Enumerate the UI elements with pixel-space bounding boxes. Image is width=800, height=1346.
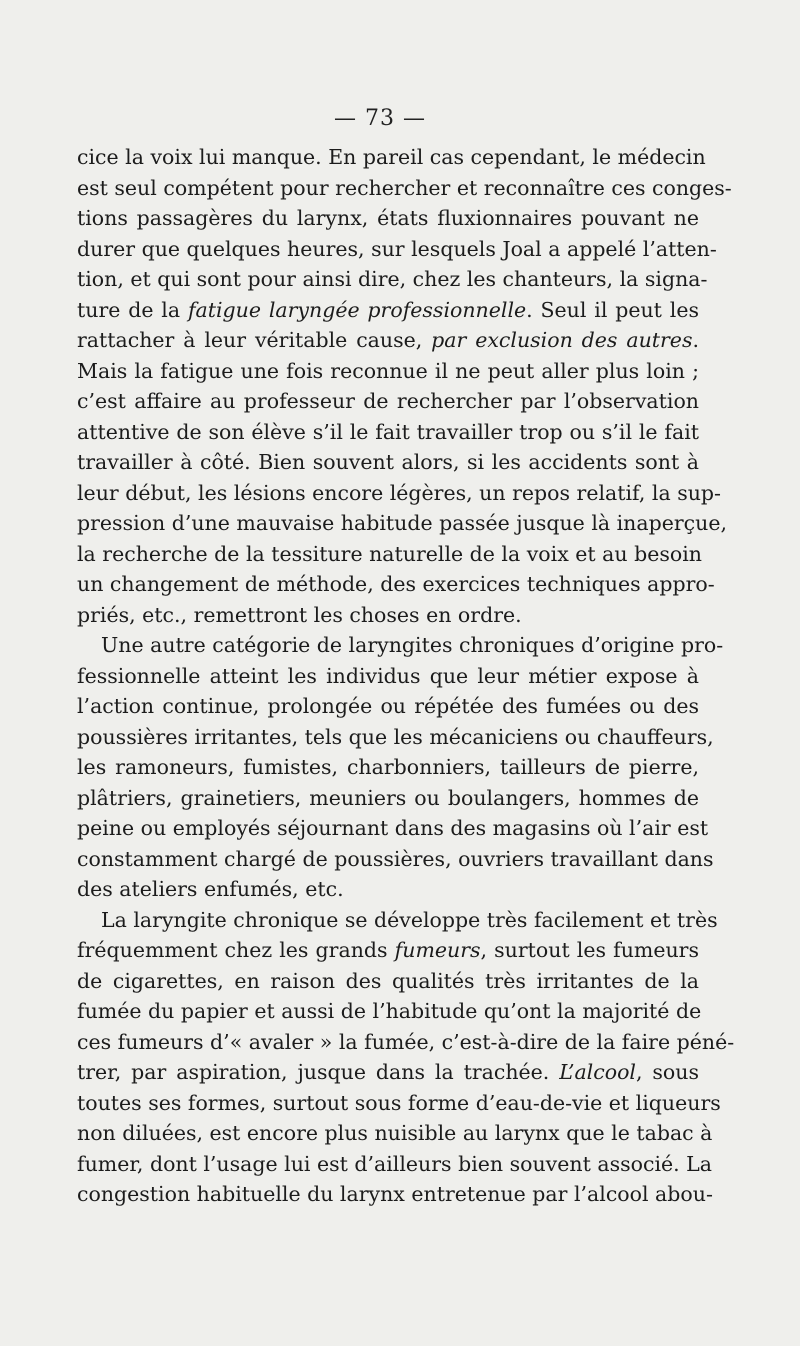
- text-segment: durer que quelques heures, sur lesquels Joal a appelé l’atten-: [77, 236, 717, 261]
- text-segment: constamment chargé de poussières, ouvriers travaillant dans: [77, 846, 714, 871]
- text-line: [77, 142, 706, 173]
- text-segment: est seul compétent pour rechercher et reconnaître ces conges-: [77, 175, 732, 200]
- text-line: [77, 508, 727, 539]
- text-line: [77, 447, 699, 478]
- text-segment: travailler à côté. Bien souvent alors, si les accidents sont à: [77, 450, 699, 474]
- text-line: [77, 905, 718, 936]
- text-line: [77, 722, 714, 753]
- text-segment: ture de la: [77, 297, 188, 322]
- text-line: [77, 173, 732, 204]
- text-line: [77, 844, 714, 875]
- text-line: [77, 295, 699, 326]
- text-segment: l’action continue, prolongée ou répétée des fumées ou des: [77, 694, 699, 718]
- text-segment: fumée du papier et aussi de l’habitude qu’ont la majorité de: [77, 999, 702, 1023]
- text-line: [77, 1118, 713, 1149]
- text-line: [77, 234, 717, 265]
- text-line: [77, 417, 699, 448]
- text-segment: un changement de méthode, des exercices techniques appro-: [77, 572, 715, 596]
- text-segment: cice la voix lui manque. En pareil cas cependant, le médecin: [77, 145, 706, 169]
- text-line: [77, 691, 699, 722]
- text-line: [77, 935, 699, 966]
- text-segment: priés, etc., remettront les choses en ordre.: [77, 602, 522, 627]
- text-line: [77, 661, 699, 692]
- body-text: [77, 142, 735, 1210]
- page-number: — 73 —: [334, 106, 426, 131]
- italic-text: par exclusion des autres: [431, 328, 693, 352]
- text-line: [77, 1057, 699, 1088]
- italic-text: fumeurs: [394, 938, 481, 962]
- text-segment: fessionnelle atteint les individus que leur métier expose à: [77, 663, 699, 688]
- text-segment: poussières irritantes, tels que les mécaniciens ou chauffeurs,: [77, 724, 714, 749]
- text-line: [77, 1149, 712, 1180]
- text-line: [77, 752, 699, 783]
- text-segment: Mais la fatigue une fois reconnue il ne peut aller plus loin ;: [77, 358, 699, 383]
- text-segment: fumer, dont l’usage lui est d’ailleurs bien souvent associé. La: [77, 1151, 712, 1176]
- text-segment: ces fumeurs d’« avaler » la fumée, c’est-à-dire de la faire péné-: [77, 1029, 735, 1054]
- text-segment: . Seul il peut les: [526, 297, 699, 322]
- text-segment: peine ou employés séjournant dans des magasins où l’air est: [77, 816, 709, 840]
- text-segment: leur début, les lésions encore légères, un repos relatif, la sup-: [77, 480, 721, 505]
- text-segment: fréquemment chez les grands: [77, 938, 395, 962]
- text-segment: de cigarettes, en raison des qualités très irritantes de la: [77, 968, 699, 993]
- text-segment: toutes ses formes, surtout sous forme d’eau-de-vie et liqueurs: [77, 1090, 721, 1115]
- text-line: [77, 996, 702, 1027]
- text-segment: des ateliers enfumés, etc.: [77, 877, 344, 901]
- text-segment: .: [692, 328, 699, 352]
- text-segment: congestion habituelle du larynx entretenue par l’alcool abou-: [77, 1182, 713, 1206]
- text-segment: tion, et qui sont pour ainsi dire, chez les chanteurs, la signa-: [77, 267, 708, 291]
- text-segment: non diluées, est encore plus nuisible au larynx que le tabac à: [77, 1121, 713, 1145]
- text-segment: c’est affaire au professeur de rechercher par l’observation: [77, 389, 699, 413]
- text-line: [77, 1088, 721, 1119]
- text-line: [77, 203, 699, 234]
- italic-text: fatigue laryngée professionnelle: [187, 297, 527, 322]
- text-segment: , surtout les fumeurs: [480, 938, 700, 962]
- text-line: [77, 478, 721, 509]
- text-line: [77, 325, 699, 356]
- text-segment: les ramoneurs, fumistes, charbonniers, tailleurs de pierre,: [77, 755, 699, 779]
- text-segment: tions passagères du larynx, états fluxionnaires pouvant ne: [77, 206, 699, 230]
- text-line: [77, 386, 699, 417]
- text-segment: rattacher à leur véritable cause,: [77, 328, 432, 352]
- text-segment: , sous: [635, 1060, 699, 1084]
- text-segment: pression d’une mauvaise habitude passée jusque là inaperçue,: [77, 511, 727, 535]
- text-segment: la recherche de la tessiture naturelle de la voix et au besoin: [77, 541, 702, 566]
- text-segment: attentive de son élève s’il le fait travailler trop ou s’il le fait: [77, 419, 699, 444]
- text-line: [77, 1027, 735, 1058]
- text-line: [77, 600, 699, 631]
- text-line: [77, 569, 715, 600]
- text-line: [77, 356, 699, 387]
- text-line: [77, 264, 708, 295]
- text-line: [77, 783, 699, 814]
- text-line: [77, 630, 724, 661]
- text-segment: trer, par aspiration, jusque dans la trachée.: [77, 1060, 560, 1084]
- text-line: [77, 966, 699, 997]
- text-line: [77, 874, 699, 905]
- text-segment: Une autre catégorie de laryngites chroniques d’origine pro-: [101, 633, 724, 657]
- text-segment: plâtriers, grainetiers, meuniers ou boulangers, hommes de: [77, 785, 699, 810]
- text-line: [77, 1179, 713, 1210]
- italic-text: L’alcool: [559, 1060, 636, 1084]
- text-line: [77, 539, 702, 570]
- text-segment: La laryngite chronique se développe très facilement et très: [101, 907, 718, 932]
- text-line: [77, 813, 709, 844]
